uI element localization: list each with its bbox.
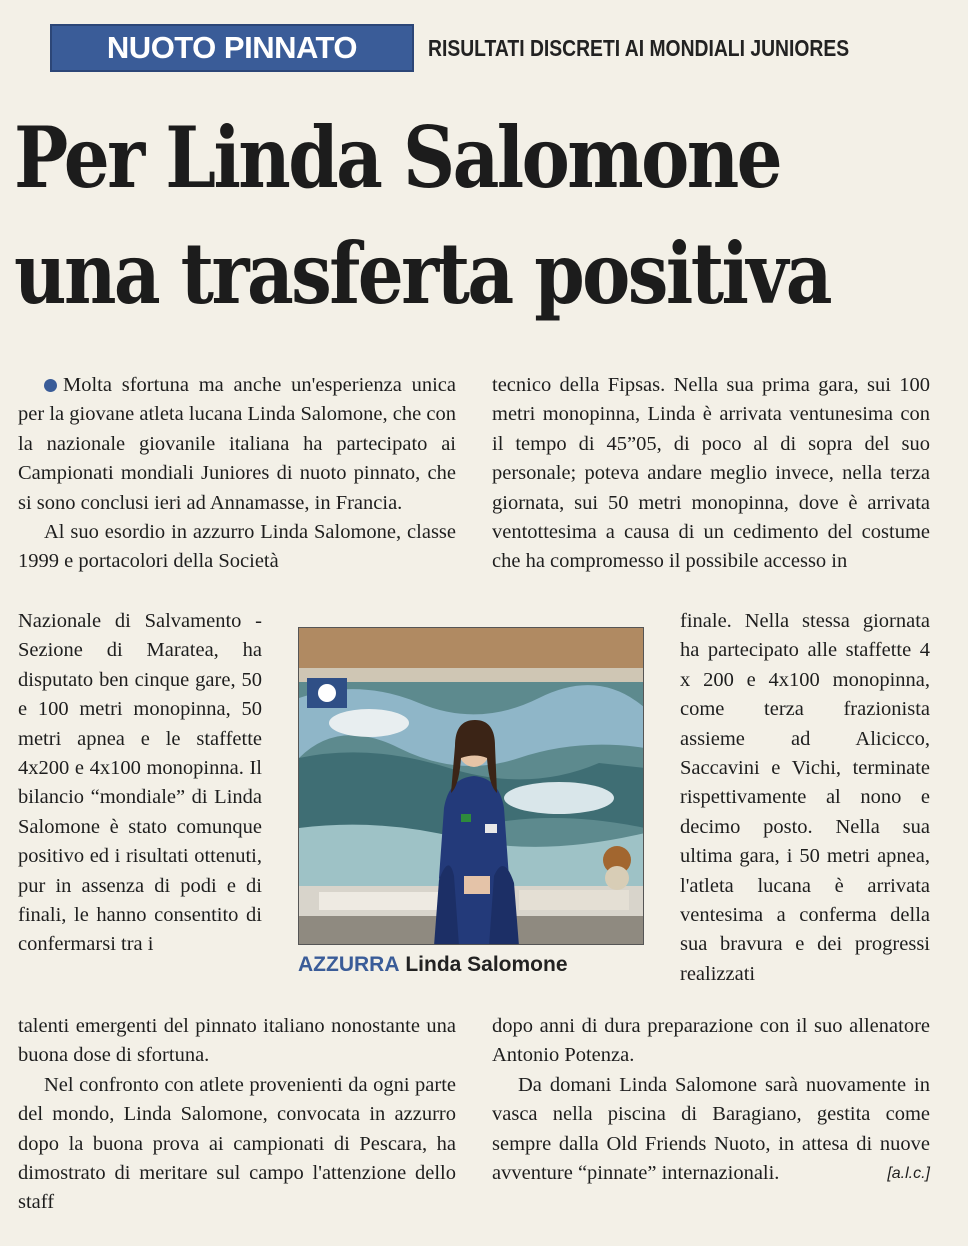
caption-label: AZZURRA <box>298 953 400 976</box>
column-1-bottom <box>18 1012 456 1218</box>
athlete-photo <box>298 627 644 945</box>
kicker-text: NUOTO PINNATO <box>106 30 358 65</box>
column-2-top <box>492 371 930 577</box>
paragraph: talenti emergenti del pinnato italiano nonostante una buona dose di sfortuna. <box>18 1015 456 1067</box>
paragraph: Al suo esordio in azzurro Linda Salomone, classe 1999 e portacolori della Società <box>18 521 456 573</box>
section-kicker <box>50 24 414 72</box>
headline <box>14 100 830 332</box>
paragraph: Nel confronto con atlete provenienti da ogni parte del mondo, Linda Salomone, convocata in azzurro dopo la buona prova ai campionati di Pescara, ha dimostrato di meritare sul campo l'attenzione dello staff <box>18 1073 456 1214</box>
paragraph: dopo anni di dura preparazione con il suo allenatore Antonio Potenza. <box>492 1015 930 1067</box>
paragraph: finale. Nella stessa giornata ha partecipato alle staffette 4 x 200 e 4x100 monopinna, come terza frazionista assieme ad Alicicco, Saccavini e Vichi, terminate rispettivamente al nono e decimo posto. Nella sua ultima gara, i 50 metri apnea, l'atleta lucana è arrivata ventesima a conferma della sua bravura e dei progressi realizzati <box>680 610 930 985</box>
athlete-photo-illustration <box>299 628 644 945</box>
headline-line-2: una trasferta positiva <box>14 224 830 323</box>
paragraph: tecnico della Fipsas. Nella sua prima gara, sui 100 metri monopinna, Linda è arrivata ventunesima con il tempo di 45”05, di poco al di sopra del suo personale; poteva andare meglio invece, nella terza giornata, sui 50 metri monopinna, dove è arrivata ventottesima a causa di un cedimento del costume che ha compromesso il possibile accesso in <box>492 374 930 573</box>
paragraph: Molta sfortuna ma anche un'esperienza unica per la giovane atleta lucana Linda Salomone, che con la nazionale giovanile italiana ha partecipato ai Campionati mondiali Juniores di nuoto pinnato, che si sono conclusi ieri ad Annamasse, in Francia. <box>18 374 456 514</box>
paragraph: Da domani Linda Salomone sarà nuovamente in vasca nella piscina di Baragiano, gestita come sempre dalla Old Friends Nuoto, in attesa di nuove avventure “pinnate” internazionali. [a.l.c.] <box>492 1071 930 1189</box>
paragraph: Nazionale di Salvamento - Sezione di Maratea, ha disputato ben cinque gare, 50 e 100 metri monopinna, 50 metri apnea e le staffette 4x200 e 4x100 monopinna. Il bilancio “mondiale” di Linda Salomone è stato comunque positivo ed i risultati ottenuti, pur in assenza di podi e di finali, le hanno consentito di confermarsi tra i <box>18 610 262 956</box>
author-signature: [a.l.c.] <box>887 1165 930 1183</box>
column-2-wrap <box>680 607 930 989</box>
bullet-icon <box>44 379 57 392</box>
subheadline: RISULTATI DISCRETI AI MONDIALI JUNIORES <box>428 35 850 61</box>
caption-name: Linda Salomone <box>405 953 568 976</box>
photo-caption <box>298 950 644 980</box>
column-1-wrap <box>18 607 262 960</box>
column-1-top <box>18 371 456 577</box>
column-2-bottom <box>492 1012 930 1188</box>
headline-line-1: Per Linda Salomone <box>14 108 781 207</box>
